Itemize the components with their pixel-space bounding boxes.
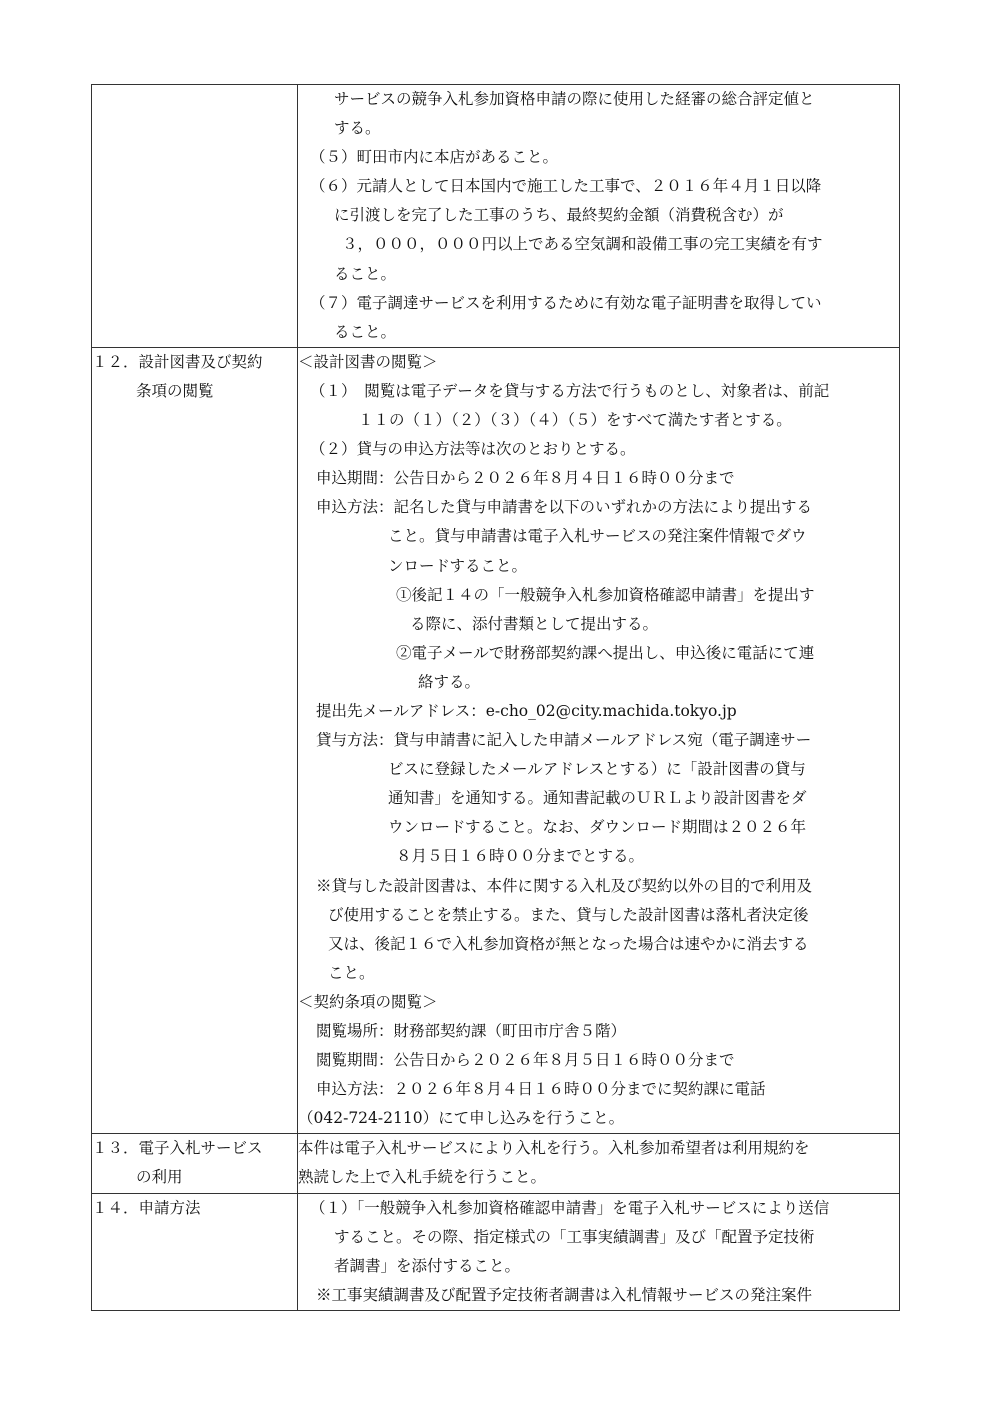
- content-line: 絡する。: [418, 672, 481, 691]
- section-content-cell: [298, 347, 900, 1134]
- content-line: （２）貸与の申込方法等は次のとおりとする。: [310, 440, 636, 459]
- content-line: ３，０００，０００円以上である空気調和設備工事の完工実績を有す: [342, 235, 823, 254]
- table-row: [92, 347, 900, 1134]
- content-line: ※貸与した設計図書は、本件に関する入札及び契約以外の目的で利用及: [316, 876, 813, 895]
- content-line: ＜設計図書の閲覧＞: [298, 352, 438, 371]
- section-heading-cell: [92, 85, 298, 348]
- section-content-cell: [298, 85, 900, 348]
- content-line: （１）「一般競争入札参加資格確認申請書」を電子入札サービスにより送信: [310, 1198, 830, 1217]
- content-line: （１） 閲覧は電子データを貸与する方法で行うものとし、対象者は、前記: [310, 381, 830, 400]
- content-line: 申込期間：公告日から２０２６年８月４日１６時００分まで: [316, 469, 735, 488]
- section-heading-line: 条項の閲覧: [136, 381, 214, 400]
- table-row: [92, 85, 900, 348]
- section-heading-line: １３．電子入札サービス: [92, 1139, 263, 1158]
- content-line: する。: [334, 119, 381, 138]
- content-line: 者調書」を添付すること。: [334, 1256, 521, 1275]
- content-line: （７）電子調達サービスを利用するために有効な電子証明書を取得してい: [310, 293, 822, 312]
- table-row: [92, 1134, 900, 1193]
- content-line: 閲覧期間：公告日から２０２６年８月５日１６時００分まで: [316, 1051, 735, 1070]
- content-line: に引渡しを完了した工事のうち、最終契約金額（消費税含む）が: [334, 206, 784, 225]
- section-heading-cell: [92, 1193, 298, 1310]
- section-heading-cell: [92, 347, 298, 1134]
- section-content-cell: [298, 1134, 900, 1193]
- content-line: 提出先メールアドレス：e-cho_02@city.machida.tokyo.jp: [316, 701, 737, 720]
- content-line: ビスに登録したメールアドレスとする）に「設計図書の貸与: [388, 760, 806, 779]
- content-line: すること。その際、指定様式の「工事実績調書」及び「配置予定技術: [334, 1227, 815, 1246]
- content-line: ②電子メールで財務部契約課へ提出し、申込後に電話にて連: [396, 643, 815, 662]
- document-table: [91, 84, 900, 1311]
- content-line: サービスの競争入札参加資格申請の際に使用した経審の総合評定値と: [334, 90, 815, 108]
- content-line: 貸与方法：貸与申請書に記入した申請メールアドレス宛（電子調達サー: [316, 731, 812, 750]
- content-line: 申込方法：記名した貸与申請書を以下のいずれかの方法により提出する: [316, 498, 813, 517]
- section-heading-line: １４．申請方法: [92, 1198, 201, 1217]
- content-line: 又は、後記１６で入札参加資格が無となった場合は速やかに消去する: [328, 934, 809, 953]
- content-line: こと。貸与申請書は電子入札サービスの発注案件情報でダウ: [388, 527, 807, 546]
- content-line: 通知書」を通知する。通知書記載のＵＲＬより設計図書をダ: [388, 789, 807, 808]
- content-line: こと。: [328, 963, 375, 982]
- content-line: ンロードすること。: [388, 556, 528, 575]
- content-line: ８月５日１６時００分までとする。: [396, 847, 645, 866]
- content-line: （６）元請人として日本国内で施工した工事で、２０１６年４月１日以降: [310, 177, 822, 196]
- content-line: １１の（１）（２）（３）（４）（５）をすべて満たす者とする。: [358, 411, 792, 430]
- content-line: ウンロードすること。なお、ダウンロード期間は２０２６年: [388, 818, 807, 837]
- content-line: 閲覧場所：財務部契約課（町田市庁舎５階）: [316, 1022, 627, 1040]
- section-heading-cell: [92, 1134, 298, 1193]
- content-line: ＜契約条項の閲覧＞: [298, 992, 438, 1011]
- content-line: ①後記１４の「一般競争入札参加資格確認申請書」を提出す: [396, 585, 815, 604]
- content-line: （５）町田市内に本店があること。: [310, 148, 559, 167]
- content-line: ※工事実績調書及び配置予定技術者調書は入札情報サービスの発注案件: [316, 1285, 813, 1304]
- content-line: ること。: [334, 322, 397, 341]
- section-heading-line: の利用: [136, 1168, 183, 1187]
- content-line: 熟読した上で入札手続を行うこと。: [298, 1168, 547, 1187]
- content-line: び使用することを禁止する。また、貸与した設計図書は落札者決定後: [328, 905, 809, 924]
- content-line: 本件は電子入札サービスにより入札を行う。入札参加希望者は利用規約を: [298, 1139, 810, 1158]
- content-line: 申込方法：２０２６年８月４日１６時００分までに契約課に電話: [316, 1080, 766, 1099]
- document-table-body: [92, 85, 900, 1311]
- content-line: ること。: [334, 264, 397, 283]
- section-heading-line: １２．設計図書及び契約: [92, 352, 263, 371]
- section-content-cell: [298, 1193, 900, 1310]
- content-line: （042-724-2110）にて申し込みを行うこと。: [298, 1109, 625, 1128]
- content-line: る際に、添付書類として提出する。: [410, 614, 659, 633]
- table-row: [92, 1193, 900, 1310]
